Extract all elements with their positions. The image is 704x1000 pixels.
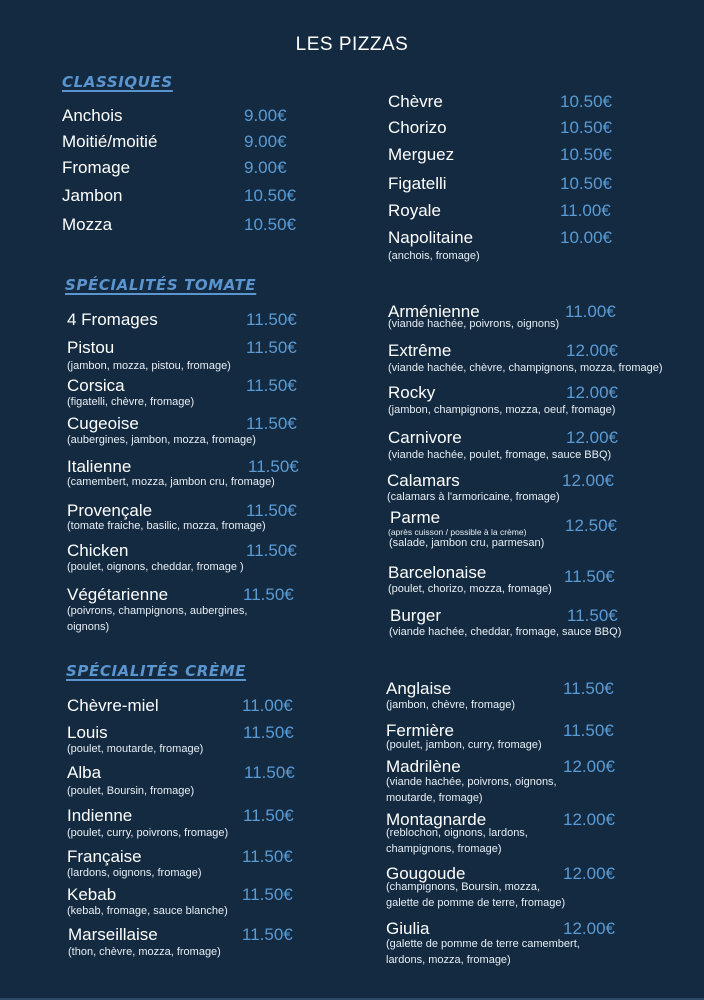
item-price: 11.50€: [244, 763, 295, 782]
item-description: (poulet, curry, poivrons, fromage): [67, 827, 229, 839]
item-price: 11.50€: [242, 925, 293, 944]
item-name: Napolitaine: [388, 228, 474, 247]
item-description: (poulet, jambon, curry, fromage): [386, 739, 542, 751]
item-price: 11.50€: [246, 414, 297, 433]
item-name: Rocky: [388, 383, 436, 402]
item-name: Jambon: [62, 186, 123, 205]
item-price: 11.50€: [563, 679, 614, 698]
section-heading-creme: SPÉCIALITÉS CRÈME: [66, 662, 247, 680]
item-price: 12.50€: [565, 516, 617, 535]
item-description: (poivrons, champignons, aubergines,: [67, 605, 248, 617]
item-description: (viande hachée, cheddar, fromage, sauce BBQ): [389, 626, 622, 638]
item-price: 12.00€: [563, 757, 615, 776]
item-price: 11.50€: [246, 310, 297, 329]
item-name: Barcelonaise: [388, 563, 487, 582]
item-price: 11.50€: [248, 457, 299, 476]
item-name: Figatelli: [388, 174, 447, 193]
item-price: 11.50€: [243, 723, 294, 742]
item-name: Mozza: [62, 215, 113, 234]
item-price: 10.50€: [560, 145, 612, 164]
item-price: 11.50€: [243, 806, 294, 825]
item-name: Italienne: [67, 457, 132, 476]
item-description: (anchois, fromage): [388, 250, 480, 262]
item-name: Montagnarde: [386, 810, 487, 829]
item-price: 11.50€: [563, 721, 614, 740]
item-name: Alba: [67, 763, 102, 782]
item-price: 10.50€: [560, 92, 612, 111]
item-name: Extrême: [388, 341, 452, 360]
item-name: Arménienne: [388, 302, 480, 321]
item-name: Anglaise: [386, 679, 452, 698]
item-description: (viande hachée, poivrons, oignons,: [386, 776, 557, 788]
item-price: 11.50€: [246, 541, 297, 560]
item-name: Madrilène: [386, 757, 461, 776]
item-price: 12.00€: [566, 383, 618, 402]
item-price: 11.50€: [246, 501, 297, 520]
item-name: Chorizo: [388, 118, 447, 137]
item-name: Cugeoise: [67, 414, 139, 433]
item-price: 10.50€: [244, 186, 296, 205]
item-name: Indienne: [67, 806, 133, 825]
item-name: Fermière: [386, 721, 455, 740]
item-price: 9.00€: [244, 158, 287, 177]
item-description: (salade, jambon cru, parmesan): [389, 537, 545, 549]
item-description: (figatelli, chèvre, fromage): [67, 396, 195, 408]
item-price: 10.00€: [560, 228, 612, 247]
item-description: (lardons, oignons, fromage): [67, 867, 202, 879]
item-description: (viande hachée, poulet, fromage, sauce BBQ): [388, 449, 612, 461]
item-name: Gougoude: [386, 864, 466, 883]
item-description: (kebab, fromage, sauce blanche): [67, 905, 228, 917]
item-note: (après cuisson / possible à la crème): [388, 527, 527, 537]
item-name: Chèvre-miel: [67, 696, 159, 715]
item-description: (poulet, oignons, cheddar, fromage ): [67, 561, 244, 573]
item-name: Moitié/moitié: [62, 132, 158, 151]
item-price: 11.50€: [567, 606, 618, 625]
section-heading-classiques: CLASSIQUES: [62, 73, 173, 91]
item-name: Anchois: [62, 106, 123, 125]
item-price: 11.00€: [565, 302, 616, 321]
item-price: 12.00€: [563, 919, 615, 938]
item-price: 11.50€: [246, 376, 297, 395]
item-price: 12.00€: [563, 864, 615, 883]
page-title: LES PIZZAS: [295, 34, 409, 55]
item-name: Végétarienne: [67, 585, 169, 604]
item-price: 11.50€: [243, 585, 294, 604]
item-price: 12.00€: [566, 341, 618, 360]
item-name: Burger: [390, 606, 442, 625]
item-name: Provençale: [67, 501, 153, 520]
item-name: Royale: [388, 201, 441, 220]
item-description: (jambon, champignons, mozza, oeuf, fromage): [388, 404, 616, 416]
item-name: Marseillaise: [68, 925, 158, 944]
item-price: 12.00€: [563, 810, 615, 829]
item-name: Corsica: [67, 376, 125, 395]
item-price: 11.50€: [242, 847, 293, 866]
item-description: (jambon, chèvre, fromage): [386, 699, 515, 711]
item-price: 9.00€: [244, 132, 287, 151]
item-description: (champignons, Boursin, mozza,: [386, 881, 541, 893]
item-description: (poulet, moutarde, fromage): [67, 743, 204, 755]
item-description-line2: oignons): [67, 621, 110, 633]
item-name: Française: [67, 847, 142, 866]
item-description-line2: galette de pomme de terre, fromage): [386, 897, 566, 909]
item-description: (poulet, chorizo, mozza, fromage): [388, 583, 552, 595]
item-name: 4 Fromages: [67, 310, 158, 329]
item-name: Kebab: [67, 885, 117, 904]
item-price: 12.00€: [562, 471, 614, 490]
item-name: Calamars: [387, 471, 460, 490]
item-description: (aubergines, jambon, mozza, fromage): [67, 434, 256, 446]
item-description: (camembert, mozza, jambon cru, fromage): [67, 476, 275, 488]
item-description: (poulet, Boursin, fromage): [67, 785, 195, 797]
item-name: Chicken: [67, 541, 129, 560]
item-price: 10.50€: [560, 174, 612, 193]
section-heading-tomate: SPÉCIALITÉS TOMATE: [65, 276, 257, 294]
item-description: (reblochon, oignons, lardons,: [386, 827, 528, 839]
item-price: 10.50€: [560, 118, 612, 137]
item-description: (calamars à l'armoricaine, fromage): [387, 491, 560, 503]
item-description: (thon, chèvre, mozza, fromage): [68, 946, 221, 958]
item-price: 11.50€: [242, 885, 293, 904]
item-name: Louis: [67, 723, 108, 742]
item-name: Fromage: [62, 158, 131, 177]
item-description-line2: moutarde, fromage): [386, 792, 483, 804]
item-name: Merguez: [388, 145, 455, 164]
item-name: Carnivore: [388, 428, 462, 447]
item-name: Chèvre: [388, 92, 443, 111]
item-description: (viande hachée, chèvre, champignons, mozza, fromage): [388, 362, 663, 374]
item-price: 11.00€: [242, 696, 293, 715]
item-description: (galette de pomme de terre camembert,: [386, 938, 580, 950]
item-price: 10.50€: [244, 215, 296, 234]
item-price: 12.00€: [566, 428, 618, 447]
item-price: 11.50€: [564, 567, 615, 586]
item-description: (viande hachée, poivrons, oignons): [388, 318, 560, 330]
item-name: Giulia: [386, 919, 430, 938]
item-price: 9.00€: [244, 106, 287, 125]
item-name: Pistou: [67, 338, 115, 357]
item-name: Parme: [390, 508, 441, 527]
item-description: (jambon, mozza, pistou, fromage): [67, 360, 231, 372]
item-description: (tomate fraiche, basilic, mozza, fromage): [67, 520, 266, 532]
item-price: 11.50€: [246, 338, 297, 357]
item-description-line2: lardons, mozza, fromage): [386, 954, 511, 966]
item-description-line2: champignons, fromage): [386, 843, 502, 855]
item-price: 11.00€: [560, 201, 611, 220]
